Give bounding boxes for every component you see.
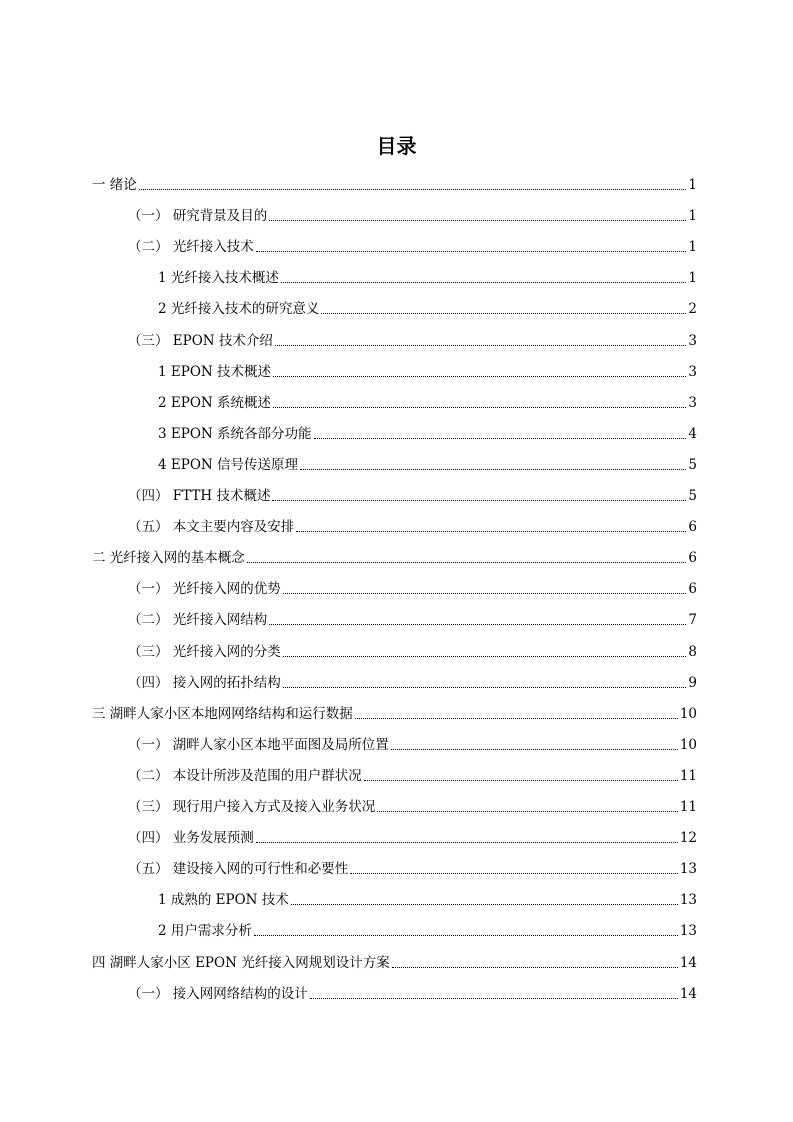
toc-entry[interactable]	[128, 734, 697, 754]
toc-entry-label: （一） 接入网网络结构的设计	[128, 985, 308, 1002]
toc-entry-page-number: 13	[679, 861, 697, 878]
toc-entry[interactable]	[128, 578, 697, 598]
toc-entry[interactable]	[92, 174, 697, 194]
toc-dot-leader	[314, 438, 687, 439]
toc-dot-leader	[139, 189, 687, 190]
toc-entry[interactable]	[158, 454, 697, 474]
toc-entry-page-number: 14	[679, 954, 697, 971]
toc-entry-label: 1 EPON 技术概述	[158, 363, 271, 380]
toc-entry[interactable]	[128, 641, 697, 661]
toc-entry-label: （五） 本文主要内容及安排	[128, 519, 295, 536]
toc-entry-page-number: 11	[679, 767, 697, 784]
toc-entry[interactable]	[128, 858, 697, 878]
toc-entry-page-number: 4	[688, 425, 697, 442]
toc-entry-label: （二） 光纤接入网结构	[128, 612, 268, 629]
toc-entry-page-number: 13	[679, 923, 697, 940]
toc-entry-label: （四） 接入网的拓扑结构	[128, 674, 281, 691]
toc-entry-label: （五） 建设接入网的可行性和必要性	[128, 861, 349, 878]
toc-entry[interactable]	[158, 361, 697, 381]
toc-entry[interactable]	[92, 703, 697, 723]
toc-entry-page-number: 3	[688, 332, 697, 349]
toc-entry-label: （一） 光纤接入网的优势	[128, 581, 281, 598]
toc-dot-leader	[275, 345, 687, 346]
toc-entry-page-number: 6	[688, 550, 697, 567]
toc-entry[interactable]	[128, 827, 697, 847]
toc-dot-leader	[283, 687, 687, 688]
toc-entry-label: 2 用户需求分析	[158, 923, 252, 940]
toc-entry[interactable]	[128, 609, 697, 629]
toc-entry-page-number: 11	[679, 799, 697, 815]
toc-entry-page-number: 14	[679, 985, 697, 1002]
toc-entry[interactable]	[158, 267, 697, 287]
toc-dot-leader	[256, 251, 687, 252]
toc-entry-label: 三 湖畔人家小区本地网网络结构和运行数据	[92, 705, 353, 722]
toc-entry-label: （二） 本设计所涉及范围的用户群状况	[128, 767, 362, 784]
toc-entry-page-number: 2	[688, 301, 697, 318]
toc-dot-leader	[350, 873, 678, 874]
toc-entry-page-number: 13	[679, 892, 697, 909]
toc-entry-page-number: 5	[688, 488, 697, 504]
toc-entry-label: （三） 现行用户接入方式及接入业务状况	[128, 799, 376, 815]
toc-dot-leader	[321, 313, 686, 314]
toc-entry[interactable]	[128, 485, 697, 505]
toc-entry-label: 2 光纤接入技术的研究意义	[158, 301, 320, 318]
toc-entry-label: （三） EPON 技术介绍	[128, 332, 273, 349]
toc-entry-page-number: 3	[688, 394, 697, 411]
toc-entry[interactable]	[128, 330, 697, 350]
toc-entry[interactable]	[128, 205, 697, 225]
toc-dot-leader	[273, 376, 686, 377]
toc-entry-page-number: 10	[679, 705, 697, 722]
toc-entry-label: 1 成熟的 EPON 技术	[158, 892, 289, 909]
toc-dot-leader	[272, 500, 686, 501]
toc-entry-label: （二） 光纤接入技术	[128, 239, 254, 256]
toc-dot-leader	[291, 904, 678, 905]
toc-entry-page-number: 1	[688, 208, 697, 225]
toc-dot-leader	[283, 593, 687, 594]
toc-dot-leader	[273, 407, 686, 408]
toc-entry-page-number: 1	[688, 177, 697, 193]
toc-entry-page-number: 1	[688, 270, 697, 287]
toc-dot-leader	[391, 749, 678, 750]
toc-dot-leader	[247, 562, 687, 563]
toc-entry-page-number: 12	[679, 830, 697, 847]
toc-entry-label: 3 EPON 系统各部分功能	[158, 425, 312, 442]
toc-entry-label: 2 EPON 系统概述	[158, 394, 271, 411]
toc-entry[interactable]	[158, 298, 697, 318]
toc-entry-label: （三） 光纤接入网的分类	[128, 643, 281, 660]
toc-entry[interactable]	[128, 765, 697, 785]
toc-entry[interactable]	[128, 796, 697, 816]
toc-entry-page-number: 9	[688, 674, 697, 691]
toc-entry[interactable]	[128, 516, 697, 536]
toc-dot-leader	[310, 998, 678, 999]
toc-entry-label: 四 湖畔人家小区 EPON 光纤接入网规划设计方案	[92, 954, 390, 971]
toc-entry-label: 一 绪论	[92, 177, 137, 193]
toc-entry-label: （四） 业务发展预测	[128, 830, 254, 847]
toc-title: 目录	[376, 134, 417, 158]
toc-entry-label: 4 EPON 信号传送原理	[158, 456, 298, 473]
toc-entry-page-number: 8	[688, 643, 697, 660]
toc-entry[interactable]	[92, 952, 697, 972]
toc-dot-leader	[254, 935, 678, 936]
toc-dot-leader	[296, 531, 686, 532]
toc-dot-leader	[377, 811, 678, 812]
toc-entry[interactable]	[158, 920, 697, 940]
toc-entry-page-number: 7	[688, 612, 697, 629]
toc-dot-leader	[364, 780, 678, 781]
toc-entry-page-number: 6	[688, 519, 697, 536]
toc-dot-leader	[269, 624, 686, 625]
toc-entry[interactable]	[128, 672, 697, 692]
toc-entry-page-number: 3	[688, 363, 697, 380]
toc-entry[interactable]	[158, 423, 697, 443]
toc-entry-page-number: 6	[688, 581, 697, 598]
toc-entry-label: （一） 湖畔人家小区本地平面图及局所位置	[128, 736, 389, 753]
toc-entry[interactable]	[158, 889, 697, 909]
toc-entry-label: 1 光纤接入技术概述	[158, 270, 279, 287]
toc-dot-leader	[281, 282, 687, 283]
toc-entry-page-number: 10	[679, 736, 697, 753]
toc-entry-label: 二 光纤接入网的基本概念	[92, 550, 245, 567]
toc-entry-label: （四） FTTH 技术概述	[128, 488, 271, 504]
toc-dot-leader	[256, 842, 678, 843]
toc-dot-leader	[392, 967, 678, 968]
toc-dot-leader	[300, 469, 686, 470]
toc-entry[interactable]	[128, 983, 697, 1003]
toc-entry[interactable]	[92, 547, 697, 567]
toc-dot-leader	[355, 718, 678, 719]
toc-dot-leader	[283, 656, 687, 657]
toc-entry-label: （一） 研究背景及目的	[128, 208, 268, 225]
toc-dot-leader	[269, 220, 686, 221]
toc-entry[interactable]	[128, 236, 697, 256]
toc-entry[interactable]	[158, 392, 697, 412]
toc-entry-page-number: 5	[688, 456, 697, 473]
toc-entry-page-number: 1	[688, 239, 697, 256]
